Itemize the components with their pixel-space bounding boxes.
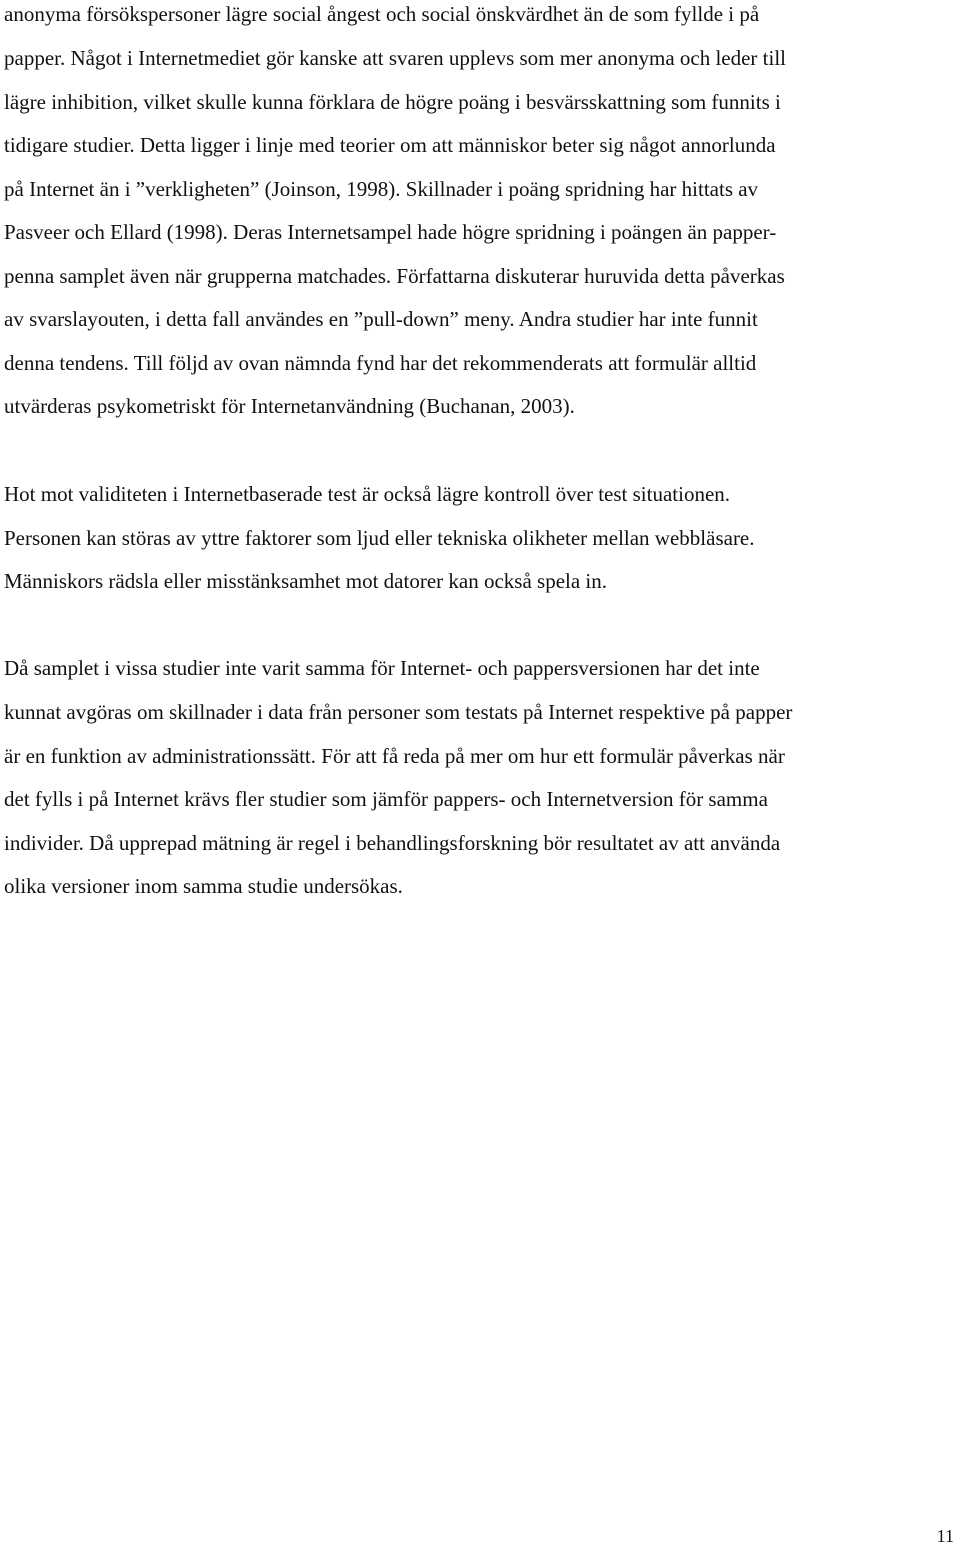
text-line: tidigare studier. Detta ligger i linje med teorier om att människor beter sig något annorlunda <box>4 133 776 157</box>
text-line: är en funktion av administrationssätt. För att få reda på mer om hur ett formulär påverkas när <box>4 744 785 768</box>
text-line: olika versioner inom samma studie undersökas. <box>4 874 403 898</box>
text-line: det fylls i på Internet krävs fler studier som jämför pappers- och Internetversion för samma <box>4 787 768 811</box>
text-line: denna tendens. Till följd av ovan nämnda fynd har det rekommenderats att formulär alltid <box>4 351 757 375</box>
text-line: Personen kan störas av yttre faktorer som ljud eller tekniska olikheter mellan webbläsare. <box>4 526 755 550</box>
text-line: av svarslayouten, i detta fall användes en ”pull-down” meny. Andra studier har inte funnit <box>4 307 758 331</box>
text-line: Pasveer och Ellard (1998). Deras Internetsampel hade högre spridning i poängen än papper- <box>4 220 777 244</box>
text-line: Hot mot validiteten i Internetbaserade test är också lägre kontroll över test situationen. <box>4 482 731 506</box>
text-line: papper. Något i Internetmediet gör kanske att svaren upplevs som mer anonyma och leder till <box>4 46 787 70</box>
text-line: individer. Då upprepad mätning är regel i behandlingsforskning bör resultatet av att använda <box>4 831 781 855</box>
text-line: penna samplet även när grupperna matchades. Författarna diskuterar huruvida detta påverkas <box>4 264 785 288</box>
text-line: anonyma försökspersoner lägre social ångest och social önskvärdhet än de som fyllde i på <box>4 2 760 26</box>
text-line: kunnat avgöras om skillnader i data från personer som testats på Internet respektive på papper <box>4 700 793 724</box>
page-number: 11 <box>936 1526 954 1546</box>
text-line: lägre inhibition, vilket skulle kunna förklara de högre poäng i besvärsskattning som funnits i <box>4 90 781 114</box>
text-line: på Internet än i ”verkligheten” (Joinson, 1998). Skillnader i poäng spridning har hittats av <box>4 177 759 201</box>
text-line: Då samplet i vissa studier inte varit samma för Internet- och pappersversionen har det inte <box>4 656 760 680</box>
text-line: utvärderas psykometriskt för Internetanvändning (Buchanan, 2003). <box>4 394 575 418</box>
text-line: Människors rädsla eller misstänksamhet mot datorer kan också spela in. <box>4 569 608 593</box>
